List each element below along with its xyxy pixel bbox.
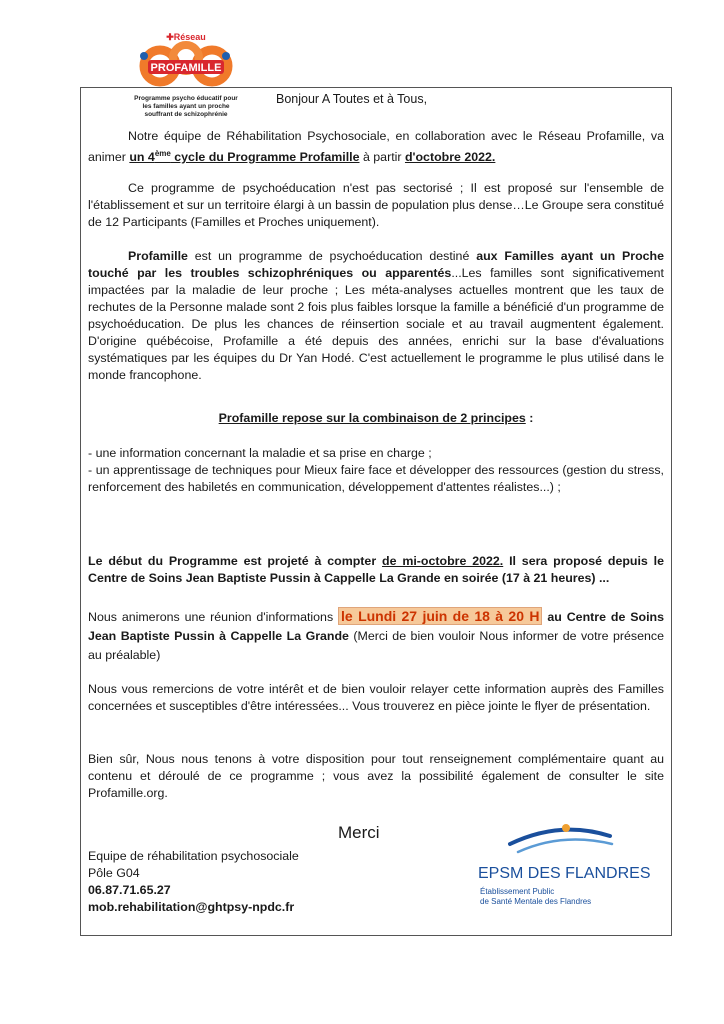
epsm-logo-graphic: [470, 818, 650, 918]
paragraph-start: [88, 553, 664, 587]
meeting-text-3: (Merci de bien vouloir Nous informer de votre présence au préalable): [88, 629, 664, 662]
merci: Merci: [338, 823, 380, 842]
logo-tagline-1: Programme psycho éducatif pour: [134, 95, 238, 102]
description-text-1: est un programme de psychoéducation destiné: [187, 249, 477, 263]
paragraph-availability: Bien sûr, Nous nous tenons à votre disposition pour tout renseignement complémentaire quant au contenu et déroulé de ce programme ; vous avez la possibilité également de consulter le site Profamille.org.: [88, 752, 664, 800]
logo-network: ✚Réseau: [166, 32, 206, 42]
program-name: Profamille: [128, 249, 188, 263]
target-audience: aux Familles ayant un Proche touché par les troubles schizophréniques ou apparentés: [88, 249, 664, 280]
principles-colon: :: [525, 411, 534, 425]
cycle-text: [129, 150, 359, 164]
bullet-techniques: - un apprentissage de techniques pour Mieux faire face et développer des ressources (gestion du stress, renforcement des habiletés en communication, développement d'attentes réalistes...) ;: [88, 463, 664, 494]
paragraph-intro: [88, 128, 664, 166]
meeting-location: au Centre de Soins Jean Baptiste Pussin à Cappelle La Grande: [88, 610, 664, 643]
start-text-2: Il sera proposé depuis le Centre de Soins Jean Baptiste Pussin à Cappelle La Grande en soirée (17 à 21 heures) ...: [88, 554, 665, 585]
logo-tagline-3: souffrant de schizophrénie: [144, 111, 228, 118]
meeting-date-highlight: le Lundi 27 juin de 18 à 20 H: [338, 607, 542, 625]
signature-team: Equipe de réhabilitation psychosociale: [88, 849, 299, 863]
paragraph-thanks: Nous vous remercions de votre intérêt et de bien vouloir relayer cette information auprès des Familles concernées et susceptibles d'être intéressées... Vous trouverez en pièce jointe le flyer de présentation.: [88, 682, 664, 713]
logo-name: PROFAMILLE: [150, 62, 222, 74]
cycle-superscript: ème: [154, 149, 171, 158]
intro-text: Notre équipe de Réhabilitation Psychosociale, en collaboration avec le Réseau Profamille, va animer: [88, 129, 664, 165]
greeting: Bonjour A Toutes et à Tous,: [276, 92, 428, 106]
signature: [88, 848, 299, 916]
paragraph-meeting: [88, 607, 664, 665]
meeting-text-1: Nous animerons une réunion d'informations: [88, 610, 339, 624]
paragraph-description: [88, 248, 664, 384]
epsm-name: EPSM DES FLANDRES: [478, 865, 650, 882]
signature-email: mob.rehabilitation@ghtpsy-npdc.fr: [88, 900, 295, 914]
cycle-text-1: un 4: [129, 150, 155, 165]
epsm-line-1: Établissement Public: [480, 887, 555, 896]
bullet-information: - une information concernant la maladie et sa prise en charge ;: [88, 446, 432, 460]
start-text-1: Le début du Programme est projeté à compter: [88, 554, 383, 568]
start-mid-october: de mi-octobre 2022.: [382, 554, 504, 568]
cycle-text-2: cycle du Programme Profamille: [170, 150, 360, 165]
epsm-line-2: de Santé Mentale des Flandres: [480, 897, 592, 906]
epsm-logo: [470, 818, 650, 918]
paragraph-scope: Ce programme de psychoéducation n'est pas sectorisé ; Il est proposé sur l'ensemble de l'établissement et sur un territoire élargi à un bassin de population plus dense…Le Groupe sera constitué de 12 Participants (Familles et Proches uniquement).: [88, 181, 664, 229]
start-date: d'octobre 2022.: [404, 150, 496, 165]
profamille-logo: [126, 26, 246, 130]
profamille-logo-graphic: [126, 26, 246, 130]
intro-text-2: à partir: [359, 150, 405, 165]
signature-pole: Pôle G04: [88, 866, 140, 880]
signature-phone: 06.87.71.65.27: [88, 883, 171, 897]
principles-title: Profamille repose sur la combinaison de 2 principes: [218, 411, 526, 425]
logo-tagline-2: les familles ayant un proche: [142, 103, 230, 110]
description-text-2: ...Les familles sont significativement impactées par la maladie de leur proche ; Les méta-analyses actuelles montrent que les taux de rechutes de la Personne malade sont 2 fois plus faibles lorsque la famille a bénéficié d'un programme de psychoéducation. De plus les chances de réinsertion sociale et au travail augmentent également. D'origine québécoise, Profamille a été depuis des années, enrichi sur la base d'évaluations systématiques par les équipes du Dr Yan Hodé. C'est actuellement le programme le plus utilisé dans le monde francophone.: [88, 266, 664, 382]
principles-heading: [88, 410, 664, 427]
